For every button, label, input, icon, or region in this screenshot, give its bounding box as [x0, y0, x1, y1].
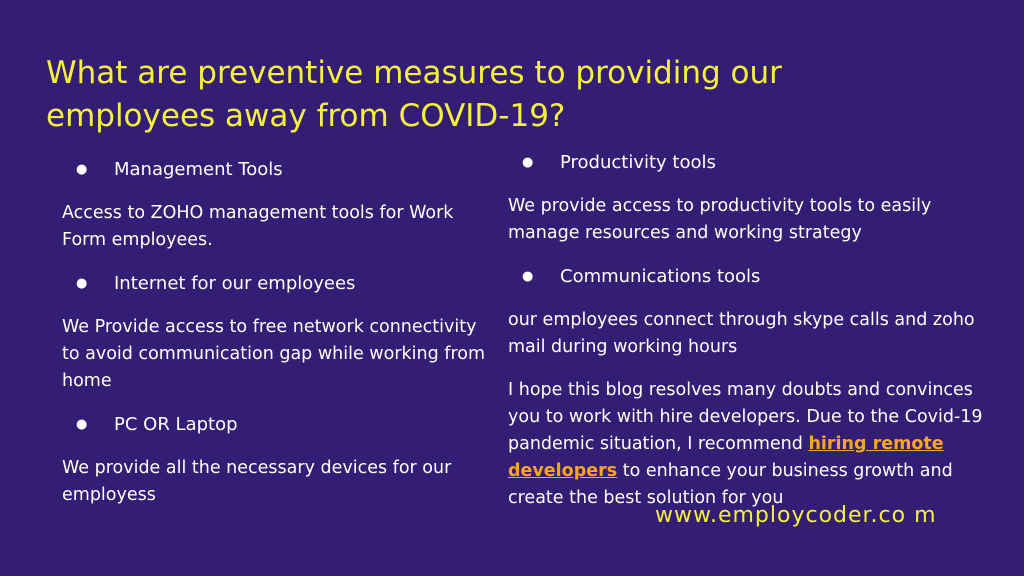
bullet-label: PC OR Laptop — [114, 414, 238, 435]
bullet-label: Management Tools — [114, 159, 283, 180]
bullet-dot-icon: ● — [76, 276, 88, 291]
website-watermark: www.employcoder.co m — [655, 503, 937, 528]
bullet-management-tools — [62, 156, 492, 184]
closing-paragraph — [508, 377, 1008, 512]
slide-title: What are preventive measures to providing our employees away from COVID-19? — [46, 55, 782, 134]
productivity-tools-text: We provide access to productivity tools to easily manage resources and working strategy — [508, 196, 932, 243]
bullet-pc-laptop — [62, 411, 492, 439]
internet-text: We Provide access to free network connectivity to avoid communication gap while working from home — [62, 317, 486, 391]
bullet-dot-icon: ● — [76, 417, 88, 432]
bullet-label: Internet for our employees — [114, 273, 356, 294]
communications-tools-text: our employees connect through skype calls and zoho mail during working hours — [508, 310, 975, 357]
management-tools-text: Access to ZOHO management tools for Work Form employees. — [62, 203, 454, 250]
bullet-label: Communications tools — [560, 266, 761, 287]
bullet-dot-icon: ● — [76, 162, 88, 177]
pc-laptop-text: We provide all the necessary devices for our employess — [62, 458, 452, 505]
left-column — [62, 156, 492, 525]
bullet-label: Productivity tools — [560, 152, 716, 173]
bullet-internet — [62, 270, 492, 298]
bullet-dot-icon: ● — [522, 155, 534, 170]
right-column — [508, 149, 1008, 528]
hiring-remote-developers-link[interactable]: hiring remote developers — [508, 434, 944, 481]
closing-text-before: I hope this blog resolves many doubts and convinces you to work with hire developers. Due to the Covid-19 pandemic situation, I recommend — [508, 380, 983, 454]
closing-text-after: to enhance your business growth and create the best solution for you — [508, 461, 953, 508]
bullet-productivity-tools — [508, 149, 1008, 177]
bullet-communications-tools — [508, 263, 1008, 291]
bullet-dot-icon: ● — [522, 269, 534, 284]
